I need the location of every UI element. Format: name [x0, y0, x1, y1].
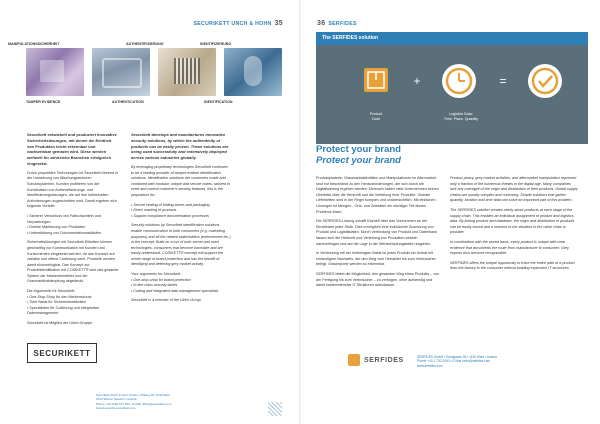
left-footer-line: brand-security-securikett.com: [96, 405, 136, 410]
list-item: • Sicherer Verschluss von Faltschachteln und Verpackungen: [27, 214, 119, 225]
right-footer-address: [417, 355, 497, 368]
equals-icon: =: [499, 74, 507, 88]
left-page-number: 35: [274, 20, 283, 27]
securikett-logo-text: SECURIKETT: [33, 348, 91, 358]
left-page-header: [194, 20, 286, 27]
list-item: • One-Stop-Shop für den Markenschutz: [27, 295, 119, 301]
footer-pattern-icon: [268, 402, 282, 416]
right-page-header: [317, 20, 357, 27]
label-photo: [224, 48, 282, 96]
para-de-3: In Verbindung mit der hinterlegten Basis ist jedes Produkt ein Unikat mit eindeutigem Nachweis, der den Weg vom Hersteller bis zum Verbraucher belegt. Grauimporte werden so erkennbar.: [316, 251, 436, 267]
right-page: [300, 0, 600, 424]
left-footer-address: [96, 393, 256, 410]
right-footer-line: www.serfides.com: [417, 363, 443, 368]
right-german-column: [316, 176, 441, 293]
security-photos: [26, 48, 282, 96]
tamper-evidence-photo: [26, 48, 84, 96]
serfides-logo-text: SERFIDES: [364, 356, 404, 364]
left-footer-line: 2233 Wiener Neudorf • Austria: [96, 397, 137, 402]
para-en-2: Security solutions by Securikett identification solutions enable communication to both consumers (e.g. marketing purposes) and all the related stakeholders (enforcement etc.) in the concept. Build on a mix of both secret and overt technologies, consumers that become traceable and are easily understood. CODIKETT® concept will support the whole range of brand protection and has the benefit of identifying and deterring grey market activity.: [131, 223, 231, 267]
list-item: • Direct marking of products: [131, 208, 231, 214]
photo-label-auth-en: AUTHENTICATION: [112, 100, 144, 104]
right-footer-line: SERFIDES GmbH • Sandgasse 26 • 1190 Wien • Austria: [417, 355, 497, 359]
box-icon: [364, 68, 388, 92]
list-item: • Tiefe Basis für Sicherheitsetiketten: [27, 300, 119, 306]
right-page-number: 36: [317, 20, 326, 27]
intro-en: Securikett develops and manufactures innovative security solutions, by which the authenticity of products can be easily proven. These solutions are being used successfully and extensively deployed across various industries globally.: [131, 132, 229, 161]
serfides-solution-banner: [316, 32, 588, 144]
plus-icon: +: [413, 74, 421, 88]
bullets-de-2: [27, 295, 119, 317]
authentication-photo: [92, 48, 150, 96]
para-de-2: Sicherheitslösungen mit Securikett-Etiketten können gleichzeitig zur Kommunikation mit Kunden und Konsumenten eingesetzt werden, da das Konzept auf variable und offene Codierung setzt. Produkte werden damit rückverfolgbar. Das Konzept zur Produktidentifikation mit CODIKETT® wird das gesamte System der Markenhersteller und der Graumarktbekämpfung abgedeckt.: [27, 240, 119, 284]
list-item: • Coding and integrated data management specialists: [131, 289, 231, 295]
product-code-label: Product Code: [369, 112, 383, 121]
para-de-2: Die SERFIDES-Lösung schafft Klarheit über das Vorkommen an der Einzelkarte jeder Stufe. Dies ermöglicht eine individuelle Zuordnung von Produkt und Logistikdaten. Durch Verbindung von Produkt und Datenbank lassen sich die Herkunft und Verteilung von Produkten einfach nachverfolgen und auf die Lage in der Wertschöpfungskette reagieren.: [316, 219, 437, 246]
bullets-de-1: [27, 214, 119, 236]
photo-label-tamper-en: TAMPER EVIDENCE: [26, 100, 61, 104]
para-en-2: The SERFIDES solution creates clarity about products at each stage of the supply chain. This enables an individual assignment of product and logistics data. By linking product and database, the origin and distribution of products can be easily traced and a reaction to the situation in the value chain is possible.: [450, 207, 575, 235]
left-english-column: [131, 132, 231, 308]
bullets-en-2: [131, 278, 231, 295]
left-header-title: SECURIKETT UNCH & HOHN: [193, 21, 272, 27]
checkmark-icon: [528, 64, 562, 98]
para-en-1: By leveraging proprietary technologies Securikett continues to be a leading provider of tamper-evident identification solutions. Identification solutions are customers made and combined with modular, unique and secure codes, tailored to meet and control customer's security features, this is the proposition for:: [131, 164, 231, 197]
list-item: • Direkte Markierung von Produkten: [27, 225, 119, 231]
photo-label-tamper-de: MANIPULATIONSSICHERHEIT: [8, 42, 60, 46]
right-english-column: [450, 176, 578, 276]
para-en-4: SERFIDES offers the unique opportunity to trace the entire path of a product from the factory to the consumer without building expensive IT structures.: [450, 260, 575, 271]
para-de-1: Produktpiraterie, Graumarktaktivitäten und Manipulationen im Aftermarket sind nur beschränkt zu den Herausforderungen, die sich durch die Digitalisierung ergeben werden. Dennoch haben viele Unternehmen keinen Überblick über die Herkunft und die Verteilung ihrer Produkte. Globale Lieferketten sind in der Regel komplex und unübersichtlich. Mit einfachen Lösungen ist Mengen-, Orts- und Zeitdaten ein wichtiger Teil dieses Problems lösen.: [316, 176, 439, 214]
list-item: • Spezialisten für Codierung und integrierten Datenmanagement: [27, 306, 119, 317]
intro-de: Securikett entwickelt und produziert innovative Sicherheitslösungen, mit denen die Echtheit von Produkten leicht erkennbar und nachweisbar gemacht wird. Diese werden weltweit für zahlreiche Branchen erfolgreich eingesetzt.: [27, 132, 117, 166]
photo-label-ident-en: IDENTIFICATION: [204, 100, 233, 104]
clock-face-icon: [442, 64, 476, 98]
list-item: • One-stop-shop for brand protection: [131, 278, 231, 284]
list-item: • Unterstützung von Dokumentationsabläufen: [27, 231, 119, 237]
check-circle-icon: [528, 64, 562, 98]
banner-title: The SERFIDES solution: [322, 35, 379, 41]
para-de-3: Die Argumente für Securikett:: [27, 289, 76, 294]
left-german-column: [27, 132, 119, 331]
right-header-title: SERFIDES: [328, 21, 357, 27]
left-footer-line: Securikett Ulrich & Horn GmbH • Dillweg 28, 1230 Wien: [96, 393, 171, 397]
left-footer-line: Phone +43 2236 677 526 • E-Mail office@securikett.com: [96, 401, 172, 406]
product-box-icon: [364, 68, 388, 92]
bullets-en-1: [131, 203, 231, 220]
right-footer-line: Phone +43 1 720 2400 • E-Mail hello@serfides.com: [417, 359, 491, 364]
para-en-3: Your arguments for Securikett:: [131, 272, 181, 277]
para-de-4: Securikett ist Mitglied der Ulrich Gruppe.: [27, 321, 93, 326]
clock-icon: [442, 64, 476, 98]
photo-label-ident-de: IDENTIFIZIERUNG: [200, 42, 232, 46]
list-item: • Secure sealing of folding boxes and packaging: [131, 203, 231, 209]
para-de-4: SERFIDES bietet die Möglichkeit, den gesamten Weg eines Produkts – von der Fertigung bis zum Verbraucher – zu verfolgen, ohne aufwendig und damit kostenintensive IT-Strukturen aufzubauen.: [316, 271, 440, 288]
securikett-logo: [27, 343, 97, 363]
heading-de: Protect your brand: [316, 144, 401, 155]
heading-en: Protect your brand: [316, 155, 401, 166]
serfides-logo-icon: [348, 354, 360, 366]
para-en-3: In combination with the stored basis, every product is unique with clear evidence that documents the route from manufacturer to consumer. Grey imports thus become recognizable.: [450, 239, 569, 256]
para-en-1: Product piracy, grey market activities, and aftermarket manipulation represent only a fraction of the numerous threats in the digital age. Many companies lack any oversight of the origin and distribution of their products. Global supply chains are usually complex and confusing. Simple solutions that gather quantity, location and time data can solve an important part of this problem.: [450, 176, 578, 203]
logistics-data-label: Logistics Data: Time, Place, Quantity: [443, 112, 479, 121]
list-item: • Support compliance documentation processes: [131, 214, 231, 220]
photo-label-auth-de: AUTHENTIFIZIERUNG: [126, 42, 164, 46]
para-en-4: Securikett is a member of the Ulrich Group.: [131, 298, 202, 303]
list-item: • In-line class security labels: [131, 283, 231, 289]
para-de-1: Durch proprietäre Technologien ist Securikett führend in der Umsetzung von fälschungssicheren Schutzsystemen. Kunden profitieren von der Kombination von Authentifizierungs- und Identifizierungslösungen, die auf ihre individuellen Anforderungen zugeschnitten sind. Damit ergeben sich folgende Vorteile:: [27, 170, 118, 209]
identification-photo: [158, 48, 216, 96]
serfides-logo: [348, 354, 404, 366]
